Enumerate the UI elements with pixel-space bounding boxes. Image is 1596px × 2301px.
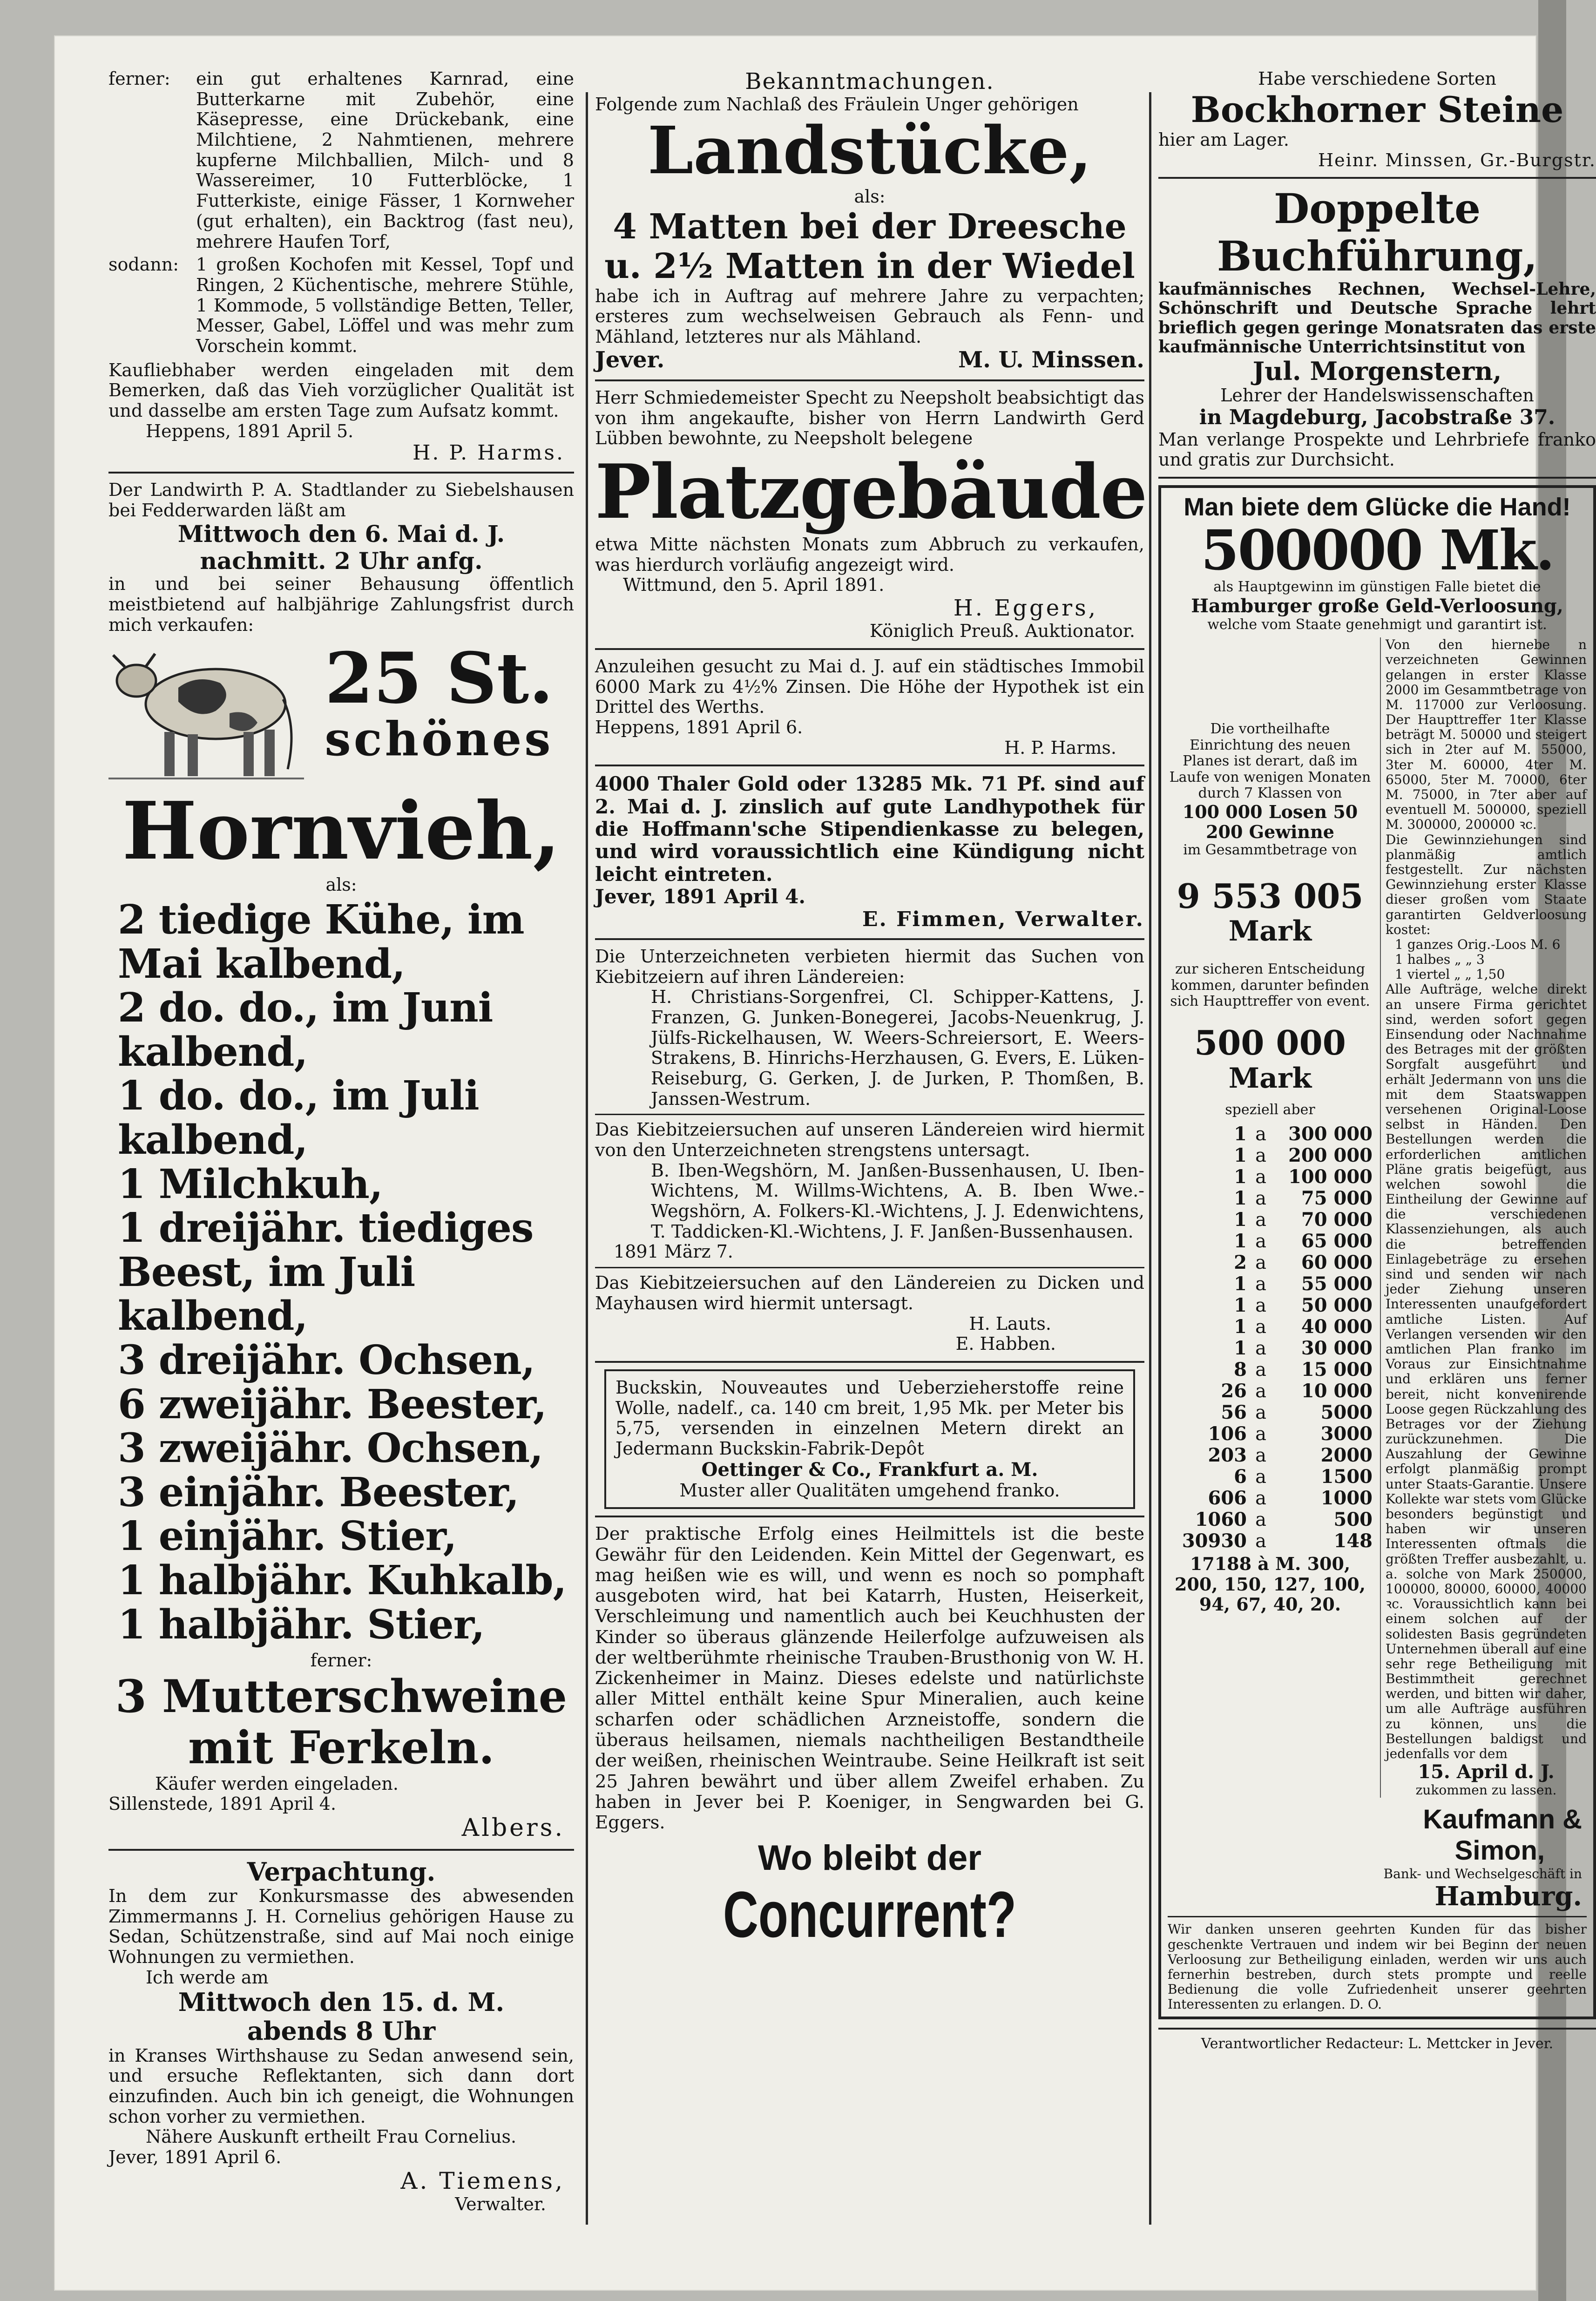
prize-row [1177,1530,1373,1552]
building-intro: Herr Schmiedemeister Specht zu Neepsholt beabsichtigt das von ihm angekaufte, bisher von Herrn Landwirth Gerd Lübben bewohnte, zu Neepsholt belegene [595,387,1144,449]
hornvieh-headline: Hornvieh, [122,785,561,878]
prize-count: 1 [1234,1316,1247,1338]
thanks-text: Wir danken unseren geehrten Kunden für das bisher geschenkte Vertrauen und indem wir bei Beginn der neuen Verloosung zur Betheiligung einladen, werden wir uns auch fernerhin bestreben, durch stets prompte und reelle Bedienung die volle Zufriedenheit unserer geehrten Interessenten zu erlangen. D. O. [1168,1922,1587,2012]
prize-value: 10 000 [1301,1380,1373,1402]
lottery-total: 9 553 005 [1177,876,1364,916]
teacher-name: Jul. Morgenstern, [1252,356,1502,386]
bookkeeping-text: kaufmännisches Rechnen, Wechsel-Lehre, Schönschrift und Deutsche Sprache lehrt brieflich gegen geringe Monatsraten das erste kaufmännische Unterrichtsinstitut von [1158,279,1596,357]
building-text: etwa Mitte nächsten Monats zum Abbruch zu verkaufen, was hierdurch vorläufig angezeigt wird. [595,534,1144,575]
prize-sep: a [1255,1123,1266,1145]
list-item: 2 do. do., im Juni kalbend, [118,984,493,1076]
prize-row [1177,1445,1373,1466]
sodann-text: 1 großen Kochofen mit Kessel, Topf und Ringen, 2 Küchentische, mehrere Stühle, 1 Kommode, 5 vollständige Betten, Teller, Messer, Gabel, Löffel und was mehr zum Vorschein kommt. [196,254,574,356]
prize-sep: a [1255,1252,1266,1274]
prize-sep: a [1255,1273,1266,1295]
prize-value: 40 000 [1301,1316,1373,1338]
prize-row [1177,1252,1373,1273]
prize-value: 5000 [1320,1401,1373,1424]
list-item: 2 tiedige Kühe, im Mai kalbend, [118,896,524,988]
prize-sep: a [1255,1423,1266,1445]
list-item: 1 dreijähr. tiediges Beest, im Juli kalbend, [118,1205,534,1340]
ferner-label: ferner: [108,68,170,89]
prize-count: 1 [1234,1294,1247,1317]
prize-row [1177,1123,1373,1145]
lottery-top-prize: 500 000 [1194,1022,1346,1063]
lottery-org: Hamburger große Geld-Verloosung, [1191,595,1563,617]
prize-value: 148 [1333,1530,1373,1552]
mortgage-text: 4000 Thaler Gold oder 13285 Mk. 71 Pf. sind auf 2. Mai d. J. zinslich auf gute Landhypothek für die Hoffmann'sche Stipendienkasse zu belegen, und wird voraussichtlich eine Kündigung nicht leicht eintreten. [595,772,1144,886]
cattle-intro2: in und bei seiner Behausung öffentlich meistbietend auf halbjährige Zahlungsfrist durch mich verkaufen: [108,574,574,635]
prize-value: 55 000 [1301,1273,1373,1295]
cattle-list [108,898,574,1647]
eggs-text: Das Kiebitzeiersuchen auf den Ländereien zu Dicken und Mayhausen wird hiermit untersagt. [595,1272,1144,1313]
eggs-names: B. Iben-Wegshörn, M. Janßen-Bussenhausen, U. Iben-Wichtens, M. Willms-Wichtens, A. B. Iben Wwe.-Wegshörn, A. Folkers-Kl.-Wichtens, J. J. Edenwichtens, T. Taddicken-Kl.-Wichtens, J. F. Janßen-Bussenhausen. [651,1160,1144,1242]
prize-row [1177,1466,1373,1488]
prize-count: 26 [1221,1380,1247,1402]
fabric-samples: Muster aller Qualitäten umgehend franko. [679,1480,1060,1501]
firm-role: Bank- und Wechselgeschäft in [1383,1866,1582,1881]
lease-info: Nähere Auskunft ertheilt Frau Cornelius. [146,2126,517,2147]
column-rule [586,92,588,2225]
lottery-small-prizes: 17188 à M. 300, 200, 150, 127, 100, 94, 67, 40, 20. [1175,1553,1366,1615]
prize-row [1177,1338,1373,1359]
prize-sep: a [1255,1381,1266,1402]
egg-ban-ad-2 [595,1120,1144,1262]
als-label: als: [325,874,357,895]
eggs-names: H. Christians-Sorgenfrei, Cl. Schipper-Kattens, J. Franzen, G. Junken-Bonegerei, Jacobs-Neuenkrug, J. Jülfs-Rickelhausen, W. Weers-Schreiersort, E. Weers-Strakens, B. Hinrichs-Herzhausen, G. Evers, E. Lüken-Reiseburg, G. Gerken, J. de Jurken, P. Thomßen, B. Janssen-Westrum. [651,987,1144,1109]
prize-count: 1 [1234,1209,1247,1231]
prize-row [1177,1488,1373,1509]
signature: H. Lauts. [969,1313,1051,1334]
place-date: Jever, 1891 April 4. [595,885,806,908]
egg-ban-ad-1 [595,947,1144,1110]
prize-count: 2 [1234,1252,1247,1274]
eggs-intro: Die Unterzeichneten verbieten hiermit das Suchen von Kiebitzeiern auf ihren Ländereien: [595,946,1144,987]
firm-name2: Simon, [1454,1835,1545,1866]
egg-ban-ad-3 [595,1273,1144,1354]
prize-count: 1 [1234,1144,1247,1167]
fabric-ad [604,1369,1135,1509]
prize-sep: a [1255,1466,1266,1488]
prize-row [1177,1209,1373,1231]
lease-text3: in Kranses Wirthshause zu Sedan anwesend sein, und ersuche Reflektanten, sich dann dort einzufinden. Auch bin ich geneigt, die Wohnungen schon vorher zu vermiethen. [108,2045,574,2127]
prize-row [1177,1423,1373,1445]
teacher-role: Lehrer der Handelswissenschaften [1220,385,1534,406]
list-item: 6 zweijähr. Beester, [118,1381,547,1428]
fabric-firm: Oettinger & Co., Frankfurt a. M. [701,1458,1038,1481]
auction-closing-text: Kaufliebhaber werden eingeladen mit dem Bemerken, daß das Vieh vorzüglicher Qualität ist und dasselbe am ersten Tage zum Aufsatz kommt. [108,359,574,421]
buyers-invited: Käufer werden eingeladen. [155,1773,399,1794]
teaser-line1: Wo bleibt der [758,1838,981,1878]
prize-value: 300 000 [1288,1123,1373,1145]
column-rule [1149,92,1151,2225]
ferner-text: ein gut erhaltenes Karnrad, eine Butterkarne mit Zubehör, eine Käsepresse, eine Drückebank, eine Milchtiene, 2 Nahmtienen, mehrere kupferne Milchballien, Milch- und 8 Wassereimer, 10 Futterblöcke, 1 Futterkiste, einige Fässer, 1 Kornweher (gut erhalten), ein Backtrog (fast neu), mehrere Haufen Torf, [196,68,574,252]
signature-role: Königlich Preuß. Auktionator. [869,621,1135,642]
list-item: 3 einjähr. Beester, [118,1469,519,1516]
lottery-slogan: Man biete dem Glücke die Hand! [1183,493,1571,521]
column-middle [595,68,1147,1951]
teacher-city: in Magdeburg, Jacobstraße 37. [1199,406,1555,430]
ferner-label: ferner: [310,1650,372,1671]
prize-value: 30 000 [1301,1337,1373,1360]
firm-city: Hamburg. [1434,1881,1582,1912]
lottery-text: als Hauptgewinn im günstigen Falle bietet die [1213,579,1541,596]
newspaper-page [55,36,1596,2290]
stones-text: hier am Lager. [1158,129,1289,150]
prize-sep: a [1255,1359,1266,1381]
lottery-firm [1168,1804,1587,1911]
cattle-intro: Der Landwirth P. A. Stadtlander zu Siebelshausen bei Fedderwarden läßt am [108,479,574,521]
prize-value: 200 000 [1288,1144,1373,1167]
place: Jever. [595,346,665,373]
remedy-ad [595,1524,1144,1833]
prize-count: 8 [1234,1359,1247,1381]
prize-sep: a [1255,1488,1266,1509]
prize-value: 1000 [1320,1487,1373,1509]
prize-row [1177,1166,1373,1188]
lottery-deadline: 15. April d. J. [1418,1761,1555,1783]
prize-sep: a [1255,1338,1266,1360]
als-label: als: [854,186,886,207]
cattle-date-line2: nachmitt. 2 Uhr anfg. [200,547,483,575]
lottery-left-text1: Die vortheilhafte Einrichtung des neuen Planes ist derart, daß im Laufe von wenigen Monaten durch 7 Klassen von [1169,721,1371,802]
pigs-headline: 3 Mutterschweine mit Ferkeln. [115,1670,567,1774]
lease-date-line1: Mittwoch den 15. d. M. [178,1987,505,2017]
firm-name1: Kaufmann & [1423,1804,1582,1835]
place-date: Sillenstede, 1891 April 4. [108,1793,337,1814]
loan-ad [595,656,1144,758]
prize-value: 50 000 [1301,1294,1373,1317]
concurrent-teaser [595,1838,1144,1950]
lottery-right-col [1380,637,1587,1798]
lottery-amount: 500000 Mk. [1201,518,1554,583]
list-item: 1 do. do., im Juli kalbend, [118,1072,479,1164]
list-item: 1 halbjähr. Stier, [118,1601,485,1648]
prize-row [1177,1273,1373,1295]
remedy-text: Der praktische Erfolg eines Heilmittels ist die beste Gewähr für den Leidenden. Kein Mittel der Gegenwart, es mag heißen wie es will, und wenn es noch so pomphaft ausgeboten wird, hat bei Katarrh, Husten, Heiserkeit, Verschleimung und namentlich auch bei Keuchhusten der Kinder so überaus glänzende Heilerfolge aufzuweisen als der weltberühmte rheinische Trauben-Brusthonig von W. H. Zickenheimer in Mainz. Dieses edelste und natürlichste aller Mittel enthält keine Spur Mineralien, auch keine scharfen oder schädlichen Arzneistoffe, sondern die überaus heilsamen, niemals nachtheiligen Bestandtheile der weißen, rheinischen Weintraube. Seine Heilkraft ist seit 25 Jahren bewährt und über allem Zweifel erhaben. Zu haben in Jever bei P. Koeniger, in Sengwarden bei G. Eggers. [595,1523,1144,1834]
cattle-adjective: schönes [325,711,554,767]
prize-value: 500 [1333,1509,1373,1531]
prize-count: 1 [1234,1123,1247,1145]
prize-value: 15 000 [1301,1359,1373,1381]
cow-illustration [108,643,304,783]
announcements-title: Bekanntmachungen. [745,68,994,95]
loan-text: Anzuleihen gesucht zu Mai d. J. auf ein städtisches Immobil 6000 Mark zu 4½% Zinsen. Die Höhe der Hypothek ist ein Drittel des Werths. [595,656,1144,717]
lottery-mark: Mark [1228,1062,1312,1095]
eggs-intro: Das Kiebitzeiersuchen auf unseren Ländereien wird hiermit von den Unterzeichneten strengstens untersagt. [595,1119,1144,1160]
prize-count: 106 [1208,1423,1247,1445]
lottery-price1: 1 ganzes Orig.-Loos M. 6 [1395,936,1561,952]
editor-footer: Verantwortlicher Redacteur: L. Mettcker in Jever. [1201,2036,1554,2052]
prize-sep: a [1255,1402,1266,1424]
signature: A. Tiemens, [400,2167,565,2194]
place-date: Heppens, 1891 April 5. [146,420,354,441]
place-date: Jever, 1891 April 6. [108,2146,282,2167]
prize-sep: a [1255,1509,1266,1531]
prize-sep: a [1255,1530,1266,1552]
column-right [1158,69,1596,2052]
platzgebaeude-headline: Platzgebäude [595,448,1147,536]
prize-row [1177,1359,1373,1381]
auction-cattle-ad [108,480,574,1842]
lottery-price3: 1 viertel „ „ 1,50 [1395,967,1505,982]
prize-value: 100 000 [1288,1166,1373,1188]
prize-sep: a [1255,1145,1266,1167]
list-item: 3 zweijähr. Ochsen, [118,1425,543,1472]
prize-value: 65 000 [1301,1230,1373,1252]
prize-row [1177,1295,1373,1316]
mortgage-ad [595,773,1144,931]
lottery-left-col [1168,637,1373,1798]
prize-value: 2000 [1320,1444,1373,1467]
lottery-right-text1: Von den hiernebe ​n verzeichneten Gewinnen gelangen in erster Klasse 2000 im Gesammtbetrage von M. 117000 zur Verloosung. Der Haupttreffer 1ter Klasse beträgt M. 50000 und steigert sich in 2ter auf M. 55000, 3ter M. 60000, 4ter M. 65000, 5ter M. 70000, 6ter M. 75000, in 7ter aber auf eventuell M. 500000, speziell M. 300000, 200000 ꝛc. [1386,637,1587,832]
signature: Heinr. Minssen, Gr.-Burgstr. [1318,149,1596,170]
land-intro: Folgende zum Nachlaß des Fräulein Unger gehörigen [595,94,1079,115]
prize-row [1177,1231,1373,1252]
prize-sep: a [1255,1295,1266,1317]
list-item: 1 einjähr. Stier, [118,1513,457,1560]
prize-count: 1 [1234,1337,1247,1360]
cattle-date-line1: Mittwoch den 6. Mai d. J. [177,520,505,548]
lease-title: Verpachtung. [247,1856,436,1887]
prize-value: 3000 [1320,1423,1373,1445]
land-text: habe ich in Auftrag auf mehrere Jahre zu verpachten; ersteres zum wechselweisen Gebrauch als Fenn- und Mähland, letzteres nur als Mähland. [595,285,1144,347]
prize-value: 1500 [1320,1466,1373,1488]
prize-row [1177,1402,1373,1423]
prize-sep: a [1255,1166,1266,1188]
signature: E. Fimmen, Verwalter. [862,907,1144,932]
prize-count: 56 [1221,1401,1247,1424]
prize-count: 606 [1208,1487,1247,1509]
bookkeeping-headline: Doppelte Buchführung, [1217,184,1538,280]
prize-count: 1 [1234,1187,1247,1210]
prize-count: 203 [1208,1444,1247,1467]
sodann-label: sodann: [108,254,179,275]
prize-row [1177,1316,1373,1338]
column-left [108,69,574,2215]
prize-count: 6 [1234,1466,1247,1488]
prize-count: 1060 [1195,1509,1247,1531]
prize-sep: a [1255,1316,1266,1338]
lease-ad [108,1857,574,2215]
lottery-price2: 1 halbes „ „ 3 [1395,952,1485,968]
signature: H. Eggers, [953,595,1098,622]
fabric-text: Buckskin, Nouveautes und Ueberzieherstoffe reine Wolle, nadelf., ca. 140 cm breit, 1,95 Mk. per Meter bis 5,75, versenden in einzelnen Metern direkt an Jedermann Buckskin-Fabrik-Depôt [615,1377,1124,1459]
lease-text2: Ich werde am [146,1967,269,1988]
prize-row [1177,1509,1373,1530]
prize-row [1177,1381,1373,1402]
prize-row [1177,1145,1373,1166]
land-lease-ad [595,69,1144,373]
stones-ad [1158,69,1596,170]
lottery-mark: Mark [1228,915,1312,948]
auction-household-ad [108,69,574,465]
place-date: Wittmund, den 5. April 1891. [623,575,885,596]
signature: M. U. Minssen. [958,346,1144,373]
prize-value: 75 000 [1301,1187,1373,1210]
prize-count: 1 [1234,1230,1247,1252]
lottery-right-text3: Alle Aufträge, welche direkt an unsere Firma gerichtet sind, werden sofort gegen Einsendung oder Nachnahme des Betrages mit der größten Sorgfalt ausgeführt und erhält Jedermann von uns die mit dem Staatswappen versehenen Original-Loose selbst in Händen. Den Bestellungen werden die erforderlichen amtlichen Pläne gratis beigefügt, aus welchen sowohl die Eintheilung der Gewinne auf die verschiedenen Klassenziehungen, als auch die betreffenden Einlagebeträge zu ersehen sind und senden wir nach jeder Ziehung unseren Interessenten unaufgefordert amtliche Listen. Auf Verlangen versenden wir den amtlichen Plan franko im Voraus zur Einsichtnahme und erklären uns ferner bereit, nicht konvenirende Loose gegen Rückzahlung des Betrages vor der Ziehung zurückzunehmen. Die Auszahlung der Gewinne erfolgt planmäßig prompt unter Staats-Garantie. Unsere Kollekte war stets vom Glücke besonders begünstigt und haben wir unseren Interessenten oftmals die größten Treffer ausbezahlt, u. a. solche von Mark 250000, 100000, 80000, 60000, 40000 ꝛc. Voraussichtlich kann bei einem solchen auf der solidesten Basis gegründeten Unternehmen überall auf eine sehr rege Betheiligung mit Bestimmtheit gerechnet werden, und bitten wir daher, um alle Aufträge ausführen zu können, uns die Bestellungen baldigst und jedenfalls vor dem [1386,981,1587,1761]
land-item2: u. 2½ Matten in der Wiedel [604,246,1135,286]
list-item: 1 halbjähr. Kuhkalb, [118,1557,567,1604]
lease-date-line2: abends 8 Uhr [247,2016,436,2046]
signature: H. P. Harms. [1004,737,1116,758]
teaser-line2: Concurrent? [723,1877,1016,1951]
prize-table [1168,1123,1373,1552]
lottery-speziell: speziell aber [1225,1101,1315,1118]
building-ad [595,387,1147,642]
prize-sep: a [1255,1231,1266,1252]
lease-text1: In dem zur Konkursmasse des abwesenden Zimmermanns J. H. Cornelius gehörigen Hause zu Sedan, Schützenstraße, sind auf Mai noch einige Wohnungen zu vermiethen. [108,1885,574,1967]
eggs-date: 1891 März 7. [614,1241,733,1262]
list-item: 3 dreijähr. Ochsen, [118,1337,535,1384]
landstuecke-headline: Landstücke, [647,112,1092,189]
signature: H. P. Harms. [413,441,565,465]
lottery-zukommen: zukommen zu lassen. [1415,1782,1557,1798]
place-date: Heppens, 1891 April 6. [595,717,803,738]
prize-value: 70 000 [1301,1209,1373,1231]
lottery-right-text2: Die Gewinnziehungen sind planmäßig amtlich festgestellt. Zur nächsten Gewinnziehung erster Klasse dieser großen vom Staate garantirten Geldverloosung kostet: [1386,832,1587,937]
prize-sep: a [1255,1209,1266,1231]
lottery-ad [1158,485,1596,2019]
land-item1: 4 Matten bei der Dreesche [613,206,1127,247]
signature: Albers. [461,1814,565,1842]
prize-sep: a [1255,1445,1266,1467]
prize-count: 30930 [1182,1530,1247,1552]
stones-intro: Habe verschiedene Sorten [1258,68,1496,89]
lottery-left-text2: im Gesammtbetrage von [1183,842,1357,858]
prize-value: 60 000 [1301,1252,1373,1274]
lottery-guarantee: welche vom Staate genehmigt und garantirt ist. [1207,616,1547,633]
prize-row [1177,1188,1373,1209]
lottery-left-text3: zur sicheren Entscheidung kommen, darunter befinden sich Haupttreffer von event. [1170,961,1370,1010]
signature: E. Habben. [955,1333,1056,1354]
stones-headline: Bockhorner Steine [1190,88,1564,130]
bookkeeping-ad [1158,185,1596,470]
cattle-count: 25 St. [325,637,554,720]
prize-count: 1 [1234,1273,1247,1295]
signature-role: Verwalter. [455,2194,546,2215]
list-item: 1 Milchkuh, [118,1160,383,1208]
prize-sep: a [1255,1188,1266,1210]
bookkeeping-closing: Man verlange Prospekte und Lehrbriefe franko und gratis zur Durchsicht. [1158,429,1596,470]
lottery-losen: 100 000 Losen 50 200 Gewinne [1182,801,1358,843]
prize-count: 1 [1234,1166,1247,1188]
